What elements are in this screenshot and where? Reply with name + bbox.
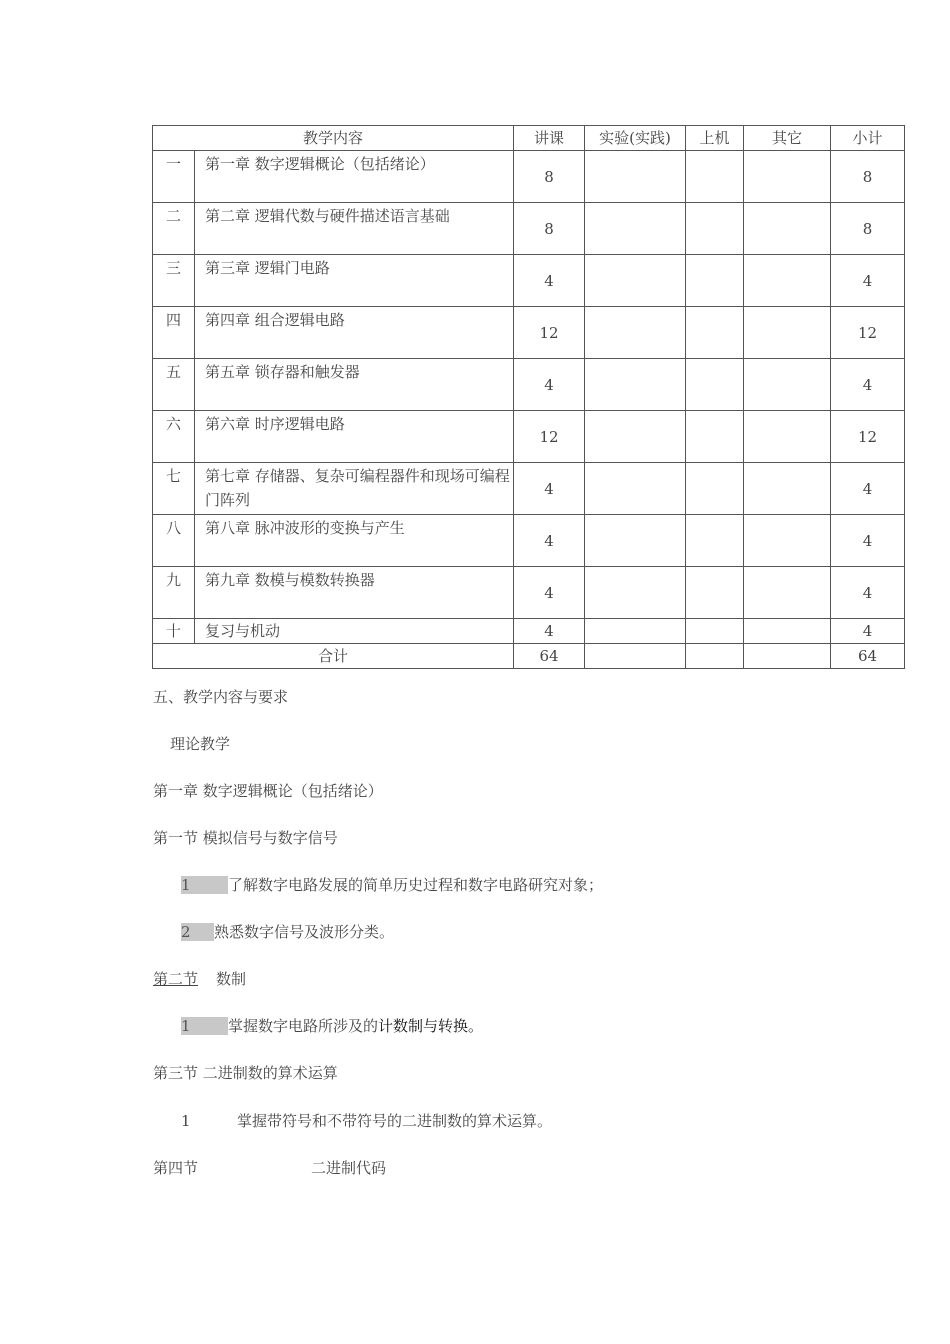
header-content: 教学内容 [153,126,514,151]
table-row [153,567,905,619]
row-computer [686,619,744,644]
item-number: 1 [181,876,228,894]
row-index: 六 [153,411,195,463]
row-lab [585,567,686,619]
table-row [153,255,905,307]
row-lab [585,359,686,411]
row-index: 三 [153,255,195,307]
row-subtotal: 8 [831,203,905,255]
row-index: 五 [153,359,195,411]
item-number: 1 [181,1017,228,1035]
row-other [744,151,831,203]
row-computer [686,151,744,203]
item-text: 熟悉数字信号及波形分类。 [214,923,395,941]
header-other: 其它 [744,126,831,151]
header-computer: 上机 [686,126,744,151]
row-content: 第一章 数字逻辑概论（包括绪论） [195,151,514,203]
row-content: 第六章 时序逻辑电路 [195,411,514,463]
row-other [744,307,831,359]
row-content: 第八章 脉冲波形的变换与产生 [195,515,514,567]
header-subtotal: 小计 [831,126,905,151]
item-text: 掌握带符号和不带符号的二进制数的算术运算。 [237,1112,553,1130]
theory-heading: 理论教学 [170,735,231,753]
row-index: 十 [153,619,195,644]
section-4-heading [153,1157,386,1178]
row-subtotal: 12 [831,411,905,463]
row-computer [686,203,744,255]
total-label: 合计 [153,644,514,669]
row-lab [585,203,686,255]
row-other [744,255,831,307]
row-index: 二 [153,203,195,255]
row-lecture: 4 [514,359,585,411]
row-content: 复习与机动 [195,619,514,644]
row-computer [686,567,744,619]
row-computer [686,463,744,515]
table-row [153,619,905,644]
row-index: 九 [153,567,195,619]
total-lecture: 64 [514,644,585,669]
item-number: 2 [181,923,214,941]
row-computer [686,359,744,411]
row-index: 八 [153,515,195,567]
row-subtotal: 4 [831,255,905,307]
item-text: 了解数字电路发展的简单历史过程和数字电路研究对象； [228,876,604,894]
row-subtotal: 4 [831,619,905,644]
row-lecture: 4 [514,567,585,619]
row-lecture: 12 [514,411,585,463]
section-3-heading: 第三节 二进制数的算术运算 [153,1064,338,1082]
list-item [181,874,603,895]
table-row [153,203,905,255]
row-other [744,515,831,567]
row-content: 第三章 逻辑门电路 [195,255,514,307]
row-content: 第七章 存储器、复杂可编程器件和现场可编程门阵列 [195,463,514,515]
row-computer [686,411,744,463]
list-item [181,1015,483,1036]
row-lab [585,411,686,463]
total-subtotal: 64 [831,644,905,669]
section-title: 五、教学内容与要求 [153,688,289,706]
row-lab [585,515,686,567]
section-1-heading: 第一节 模拟信号与数字信号 [153,829,338,847]
row-subtotal: 4 [831,359,905,411]
table-row [153,411,905,463]
row-lecture: 12 [514,307,585,359]
row-lab [585,463,686,515]
item-text: 掌握数字电路所涉及的 [228,1017,379,1035]
table-header-row [153,126,905,151]
table-row [153,515,905,567]
row-lecture: 8 [514,203,585,255]
row-computer [686,515,744,567]
row-subtotal: 4 [831,515,905,567]
row-lab [585,255,686,307]
section-4-label: 第四节 [153,1159,199,1177]
table-row [153,463,905,515]
table-row [153,151,905,203]
row-subtotal: 4 [831,567,905,619]
section-2-title: 数制 [216,970,247,988]
list-item [181,921,394,942]
table-row [153,359,905,411]
row-content: 第四章 组合逻辑电路 [195,307,514,359]
row-lab [585,307,686,359]
row-content: 第五章 锁存器和触发器 [195,359,514,411]
row-other [744,411,831,463]
item-number: 1 [181,1112,191,1130]
row-lecture: 8 [514,151,585,203]
row-index: 四 [153,307,195,359]
row-computer [686,255,744,307]
row-other [744,619,831,644]
item-text-emphasis: 计数制与转换。 [378,1017,484,1035]
row-lecture: 4 [514,515,585,567]
row-lab [585,619,686,644]
row-other [744,463,831,515]
row-content: 第二章 逻辑代数与硬件描述语言基础 [195,203,514,255]
section-2-label: 第二节 [153,970,199,988]
list-item [181,1110,552,1131]
table-total-row [153,644,905,669]
row-lab [585,151,686,203]
section-2-heading [153,968,246,989]
header-lecture: 讲课 [514,126,585,151]
section-4-title: 二进制代码 [311,1159,387,1177]
total-empty [744,644,831,669]
row-other [744,203,831,255]
row-other [744,359,831,411]
row-subtotal: 4 [831,463,905,515]
row-lecture: 4 [514,255,585,307]
table-row [153,307,905,359]
row-other [744,567,831,619]
hours-table [152,125,905,669]
row-content: 第九章 数模与模数转换器 [195,567,514,619]
row-subtotal: 8 [831,151,905,203]
row-lecture: 4 [514,463,585,515]
chapter-1-heading: 第一章 数字逻辑概论（包括绪论） [153,782,383,800]
row-index: 七 [153,463,195,515]
row-index: 一 [153,151,195,203]
row-lecture: 4 [514,619,585,644]
total-empty [585,644,686,669]
total-empty [686,644,744,669]
row-subtotal: 12 [831,307,905,359]
header-lab: 实验(实践) [585,126,686,151]
row-computer [686,307,744,359]
